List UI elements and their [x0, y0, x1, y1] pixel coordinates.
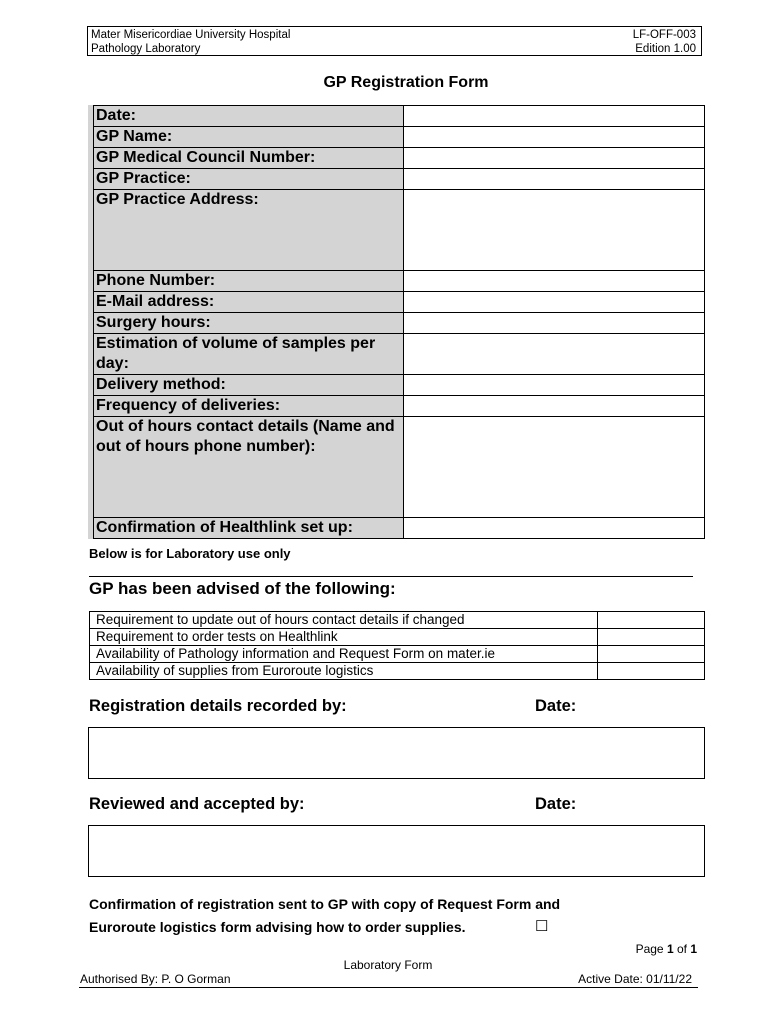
field-value-input[interactable]	[404, 127, 705, 148]
confirmation-line-1: Confirmation of registration sent to GP with copy of Request Form and	[89, 896, 561, 912]
field-label: Surgery hours:	[96, 314, 211, 331]
reviewed-by-field[interactable]	[88, 825, 705, 877]
table-row	[90, 612, 705, 629]
field-value-input[interactable]	[404, 313, 705, 334]
table-row	[91, 127, 705, 148]
table-row	[90, 646, 705, 663]
document-code: LF-OFF-003	[632, 29, 696, 41]
advised-item: Requirement to order tests on Healthlink	[90, 629, 598, 646]
field-label-cell	[91, 292, 404, 313]
advised-table	[89, 611, 705, 680]
field-label-cell	[91, 106, 404, 127]
field-label: Confirmation of Healthlink set up:	[96, 519, 353, 536]
field-value-input[interactable]	[404, 148, 705, 169]
field-label-cell	[91, 313, 404, 334]
advised-check-cell[interactable]	[598, 612, 705, 629]
field-value-input[interactable]	[404, 375, 705, 396]
table-row	[91, 106, 705, 127]
field-label: Frequency of deliveries:	[96, 397, 281, 414]
field-label-cell	[91, 271, 404, 292]
page-number	[636, 942, 697, 956]
table-row	[91, 169, 705, 190]
field-label-cell	[91, 190, 404, 271]
field-value-input[interactable]	[404, 292, 705, 313]
field-label: Phone Number:	[96, 272, 216, 289]
table-row	[91, 396, 705, 417]
hospital-name: Mater Misericordiae University Hospital	[91, 29, 291, 41]
page-current: 1	[666, 942, 674, 956]
advised-check-cell[interactable]	[598, 663, 705, 680]
field-value-input[interactable]	[404, 271, 705, 292]
advised-check-cell[interactable]	[598, 646, 705, 663]
recorded-by-field[interactable]	[88, 727, 705, 779]
field-label: GP Practice:	[96, 170, 191, 187]
field-label-cell	[91, 127, 404, 148]
field-label: Estimation of volume of samples per day:	[96, 335, 376, 372]
header-right	[633, 28, 696, 56]
advised-check-cell[interactable]	[598, 629, 705, 646]
field-label-cell	[91, 148, 404, 169]
field-value-input[interactable]	[404, 396, 705, 417]
header-left	[91, 28, 290, 56]
reviewed-date-label: Date:	[535, 795, 577, 813]
table-row	[91, 334, 705, 375]
table-row	[91, 313, 705, 334]
footer-authorised-by: Authorised By: P. O Gorman	[80, 972, 231, 986]
advised-heading: GP has been advised of the following:	[89, 579, 396, 598]
field-label: Date:	[96, 107, 137, 124]
table-row	[91, 417, 705, 518]
field-label: GP Medical Council Number:	[96, 149, 316, 166]
field-label: GP Practice Address:	[96, 191, 259, 208]
field-label-cell	[91, 375, 404, 396]
form-title: GP Registration Form	[323, 74, 489, 91]
field-label-cell	[91, 169, 404, 190]
field-label-cell	[91, 518, 404, 539]
table-row	[91, 190, 705, 271]
edition-number: Edition 1.00	[635, 43, 696, 55]
advised-item: Availability of supplies from Euroroute logistics	[90, 663, 598, 680]
page-prefix: Page	[635, 942, 667, 956]
field-value-input[interactable]	[404, 518, 705, 539]
table-row	[91, 292, 705, 313]
table-row	[91, 148, 705, 169]
confirmation-line-2: Euroroute logistics form advising how to order supplies.	[89, 919, 466, 935]
field-value-input[interactable]	[404, 169, 705, 190]
field-label: E-Mail address:	[96, 293, 215, 310]
divider-line	[89, 576, 693, 577]
table-row	[91, 271, 705, 292]
recorded-date-label: Date:	[535, 697, 577, 715]
footer-line	[79, 987, 698, 988]
table-row	[91, 375, 705, 396]
confirmation-checkbox[interactable]: ☐	[535, 918, 549, 935]
department-name: Pathology Laboratory	[91, 43, 201, 55]
field-label: GP Name:	[96, 128, 173, 145]
page-total: 1	[690, 942, 697, 956]
document-header	[87, 26, 702, 56]
table-row	[90, 629, 705, 646]
field-label: Out of hours contact details (Name and out of hours phone number):	[96, 418, 395, 455]
footer-active-date: Active Date: 01/11/22	[578, 972, 692, 986]
footer-center: Laboratory Form	[343, 958, 433, 972]
field-label-cell	[91, 417, 404, 518]
advised-item: Availability of Pathology information and Request Form on mater.ie	[90, 646, 598, 663]
recorded-by-label: Registration details recorded by:	[89, 697, 347, 715]
page-of: of	[673, 942, 691, 956]
table-row	[91, 518, 705, 539]
field-value-input[interactable]	[404, 334, 705, 375]
advised-item: Requirement to update out of hours contact details if changed	[90, 612, 598, 629]
table-row	[90, 663, 705, 680]
field-value-input[interactable]	[404, 190, 705, 271]
registration-table	[88, 105, 705, 539]
field-label: Delivery method:	[96, 376, 226, 393]
field-value-input[interactable]	[404, 106, 705, 127]
lab-use-note: Below is for Laboratory use only	[89, 546, 291, 561]
field-label-cell	[91, 334, 404, 375]
field-value-input[interactable]	[404, 417, 705, 518]
field-label-cell	[91, 396, 404, 417]
reviewed-by-label: Reviewed and accepted by:	[89, 795, 305, 813]
